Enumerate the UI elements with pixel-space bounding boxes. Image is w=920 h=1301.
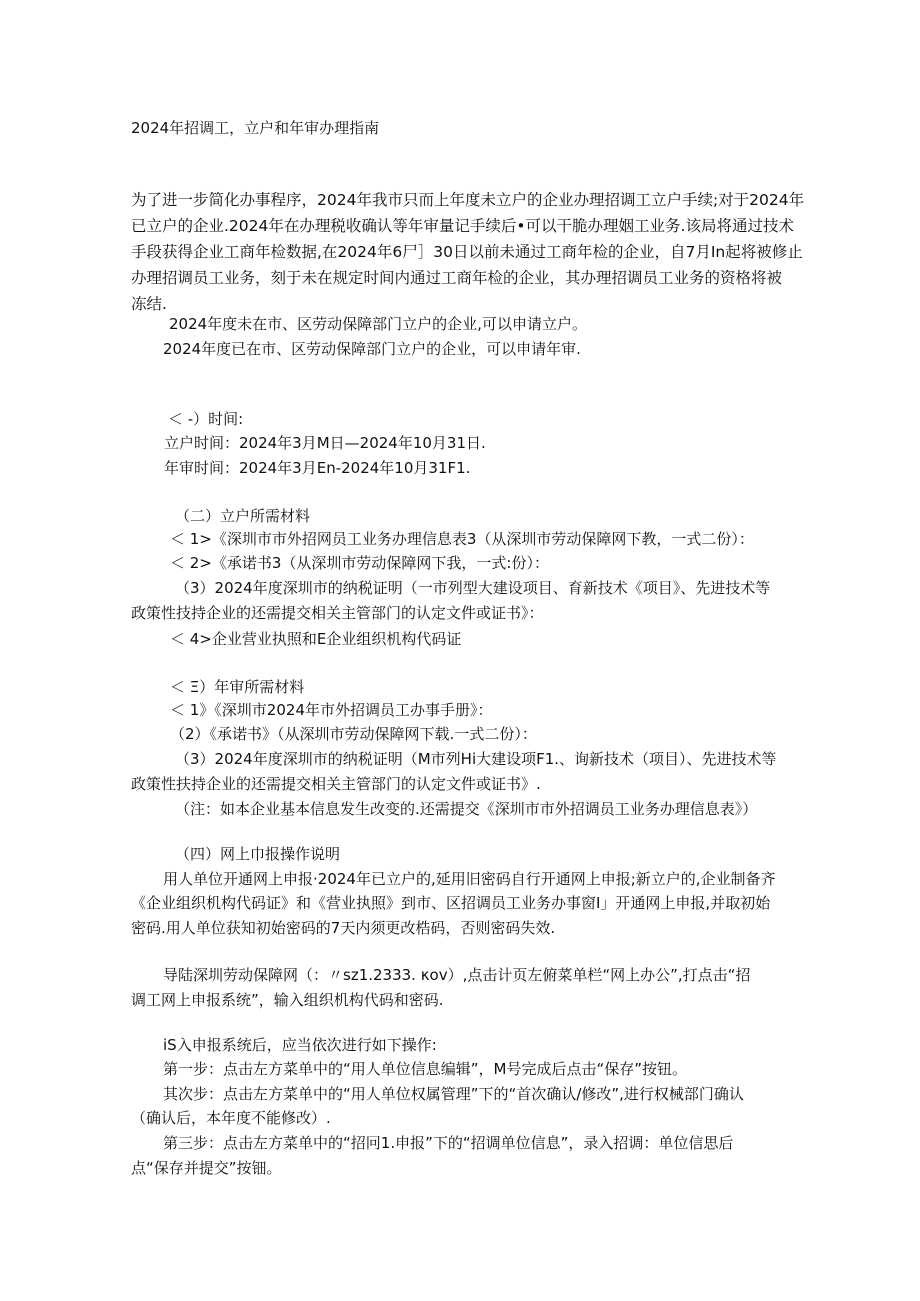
online-paragraph-line: 《企业组织机构代码证》和《营业执照》到市、区招调员工业务办事窗I」开通网上申报,并取初始	[131, 894, 771, 912]
review-time: 年审时间：2024年3月En-2024年10月31F1.	[164, 459, 471, 477]
step-one: 第一步：点击左方菜单中的“用人单位信息编辑”，M号完成后点击“保存”按钮。	[163, 1060, 688, 1078]
section-register-materials-heading: （二）立户所需材料	[175, 507, 311, 525]
intro-paragraph	[131, 187, 805, 317]
section-review-materials-heading: ＜ Ξ）年审所需材料	[170, 678, 305, 696]
register-material-item: ＜ 2>《承诺书3（从深圳市劳动保障网下我，一式:份）：	[170, 554, 549, 572]
register-time: 立户时间：2024年3月M日—2024年10月31日.	[164, 434, 486, 452]
register-material-item-continued: 政策性技持企业的还需提交相关主管部门的认定文件或证书》：	[131, 604, 544, 622]
step-three: 第三步：点击左方菜单中的“招冋1.申报”下的“招调单位信息”，录入招调：单位信思后	[163, 1134, 734, 1152]
review-material-item: ＜ 1》《深圳市2024年市外招调员工办事手册》：	[170, 701, 493, 719]
step-two-continued: （确认后，本年度不能修改）.	[131, 1109, 331, 1127]
online-paragraph-line: 用人单位开通网上申报·2024年已立户的,延用旧密码自行开通网上申报;新立户的,企业制备齐	[163, 870, 776, 888]
paragraph-registered: 2024年度已在市、区劳动保障部门立户的企业，可以申请年审.	[163, 340, 581, 358]
register-material-item: （3）2024年度深圳市的纳税证明（一市列型大建设项目、育新技术《项目》、先进技术等	[175, 579, 771, 597]
online-paragraph-line: 密码.用人单位获知初始密码的7天内须更改梏码，否则密码失效.	[131, 919, 556, 937]
intro-line: 已立户的企业.2024年在办理税收确认等年审量记手续后•可以干脆办理姻工业务.该局将通过技术	[131, 217, 794, 235]
review-material-item: （2）《承诺书》（从深圳市劳动保障网下载.一式二份）：	[170, 725, 537, 743]
intro-line: 手段获得企业工商年检数据,在2024年6尸］30日以前未通过工商年检的企业，自7月In起将被修止	[131, 243, 803, 261]
review-note: （注：如本企业基本信息发生改变的.还需提交《深圳市市外招调员工业务办理信息表》）	[175, 800, 758, 818]
step-three-continued: 点“保存并提交”按钿。	[131, 1159, 282, 1177]
register-material-item: ＜ 1>《深圳市市外招网员工业务办理信息表3（从深圳市劳动保障网下教，一式二份）：	[170, 530, 754, 548]
login-instruction-line: 导陆深圳劳动保障网（：〃sz1.2333. κov）,点击计页左俯菜单栏“网上办公”,打点击“招	[163, 966, 751, 984]
document-title: 2024年招调工，立户和年审办理指南	[131, 119, 380, 137]
section-online-heading: （四）网上巾报操作说明	[175, 845, 341, 863]
intro-line: 办理招调员工业务，刻于未在规定时间内通过工商年检的企业，其办理招调员工业务的资格将被	[131, 269, 783, 287]
intro-line: 冻结.	[131, 295, 167, 313]
review-material-item-continued: 政策性扶持企业的还需提交相关主管部门的认定文件或证书》.	[131, 775, 541, 793]
paragraph-no-register: 2024年度未在市、区劳动保障部门立户的企业,可以申请立户。	[169, 315, 587, 333]
login-instruction-line: 调工网上申报系统”，输入组织机构代码和密码.	[131, 991, 444, 1009]
intro-line: 为了进一步简化办事程序，2024年我市只而上年度未立户的企业办理招调工立户手续;对于2024年	[131, 191, 805, 209]
review-material-item: （3）2024年度深圳市的纳税证明（M市列Hi大建设项F1.、询新技术（项目）、先进技术等	[175, 750, 777, 768]
section-time-heading: ＜ -）时间:	[168, 410, 244, 428]
register-material-item: ＜ 4>企业营业执照和E企业组织机构代码证	[170, 630, 462, 648]
step-two: 其次步：点击左方菜单中的“用人单位权属管理”下的“首次确认/修改”,进行权械部门确认	[163, 1085, 744, 1103]
steps-intro: iS入申报系统后，应当依次进行如下操作:	[163, 1036, 437, 1054]
